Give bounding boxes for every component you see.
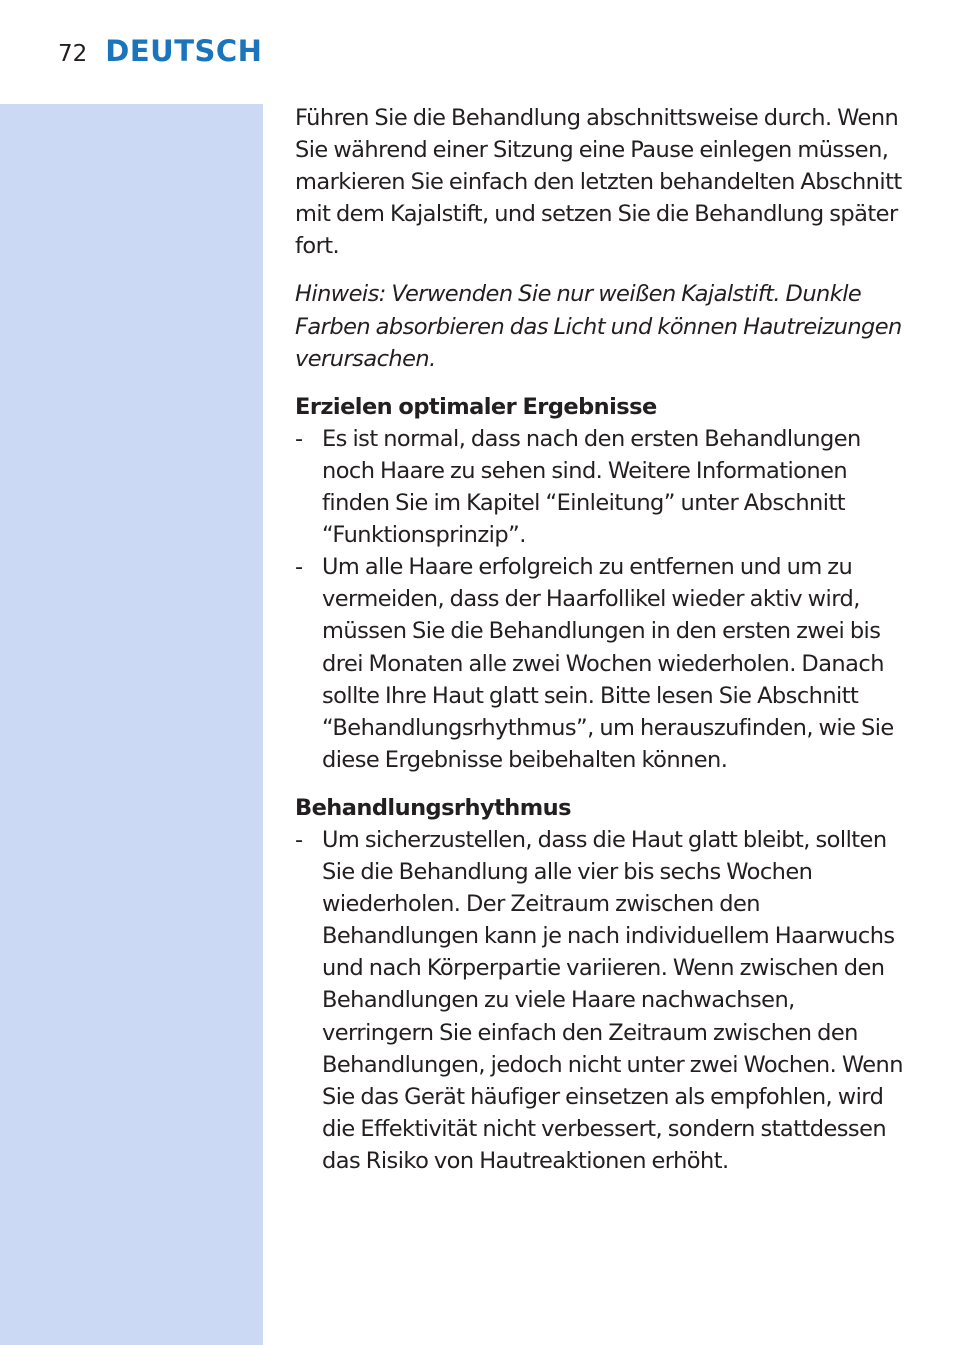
dash-marker: - [295,554,303,581]
heading-optimal-results: Erzielen optimaler Ergebnisse [295,393,657,420]
note-paragraph: Hinweis: Verwenden Sie nur weißen Kajalstift. Dunkle Farben absorbieren das Licht und können Hautreizungen verursachen. [295,281,902,372]
dash-marker: - [295,425,303,452]
list-item-text: Es ist normal, dass nach den ersten Behandlungen noch Haare zu sehen sind. Weitere Informationen finden Sie im Kapitel “Einleitung” unter Abschnitt “Funktionsprinzip”. [322,425,861,549]
heading-treatment-rhythm: Behandlungsrhythmus [295,794,571,821]
list-item [295,423,905,551]
list-treatment-rhythm [295,824,905,1177]
page-number: 72 [58,41,88,67]
list-item [295,551,905,776]
sidebar-panel [0,104,263,1345]
intro-paragraph: Führen Sie die Behandlung abschnittsweise durch. Wenn Sie während einer Sitzung eine Pause einlegen müssen, markieren Sie einfach den letzten behandelten Abschnitt mit dem Kajalstift, und setzen Sie die Behandlung später fort. [295,105,902,260]
list-item-text: Um alle Haare erfolgreich zu entfernen und um zu vermeiden, dass der Haarfollikel wieder aktiv wird, müssen Sie die Behandlungen in den ersten zwei bis drei Monaten alle zwei Wochen wiederholen. Danach sollte Ihre Haut glatt sein. Bitte lesen Sie Abschnitt “Behandlungsrhythmus”, um herauszufinden, wie Sie diese Ergebnisse beibehalten können. [322,554,894,773]
list-item [295,824,905,1177]
page-header [58,34,262,74]
main-content [295,102,905,1193]
dash-marker: - [295,826,303,853]
section-title: DEUTSCH [105,34,263,68]
list-optimal-results [295,423,905,776]
list-item-text: Um sicherzustellen, dass die Haut glatt bleibt, sollten Sie die Behandlung alle vier bis sechs Wochen wiederholen. Der Zeitraum zwischen den Behandlungen kann je nach individuellem Haarwuchs und nach Körperpartie variieren. Wenn zwischen den Behandlungen zu viele Haare nachwachsen, verringern Sie einfach den Zeitraum zwischen den Behandlungen, jedoch nicht unter zwei Wochen. Wenn Sie das Gerät häufiger einsetzen als empfohlen, wird die Effektivität nicht verbessert, sondern stattdessen das Risiko von Hautreaktionen erhöht. [322,826,903,1174]
